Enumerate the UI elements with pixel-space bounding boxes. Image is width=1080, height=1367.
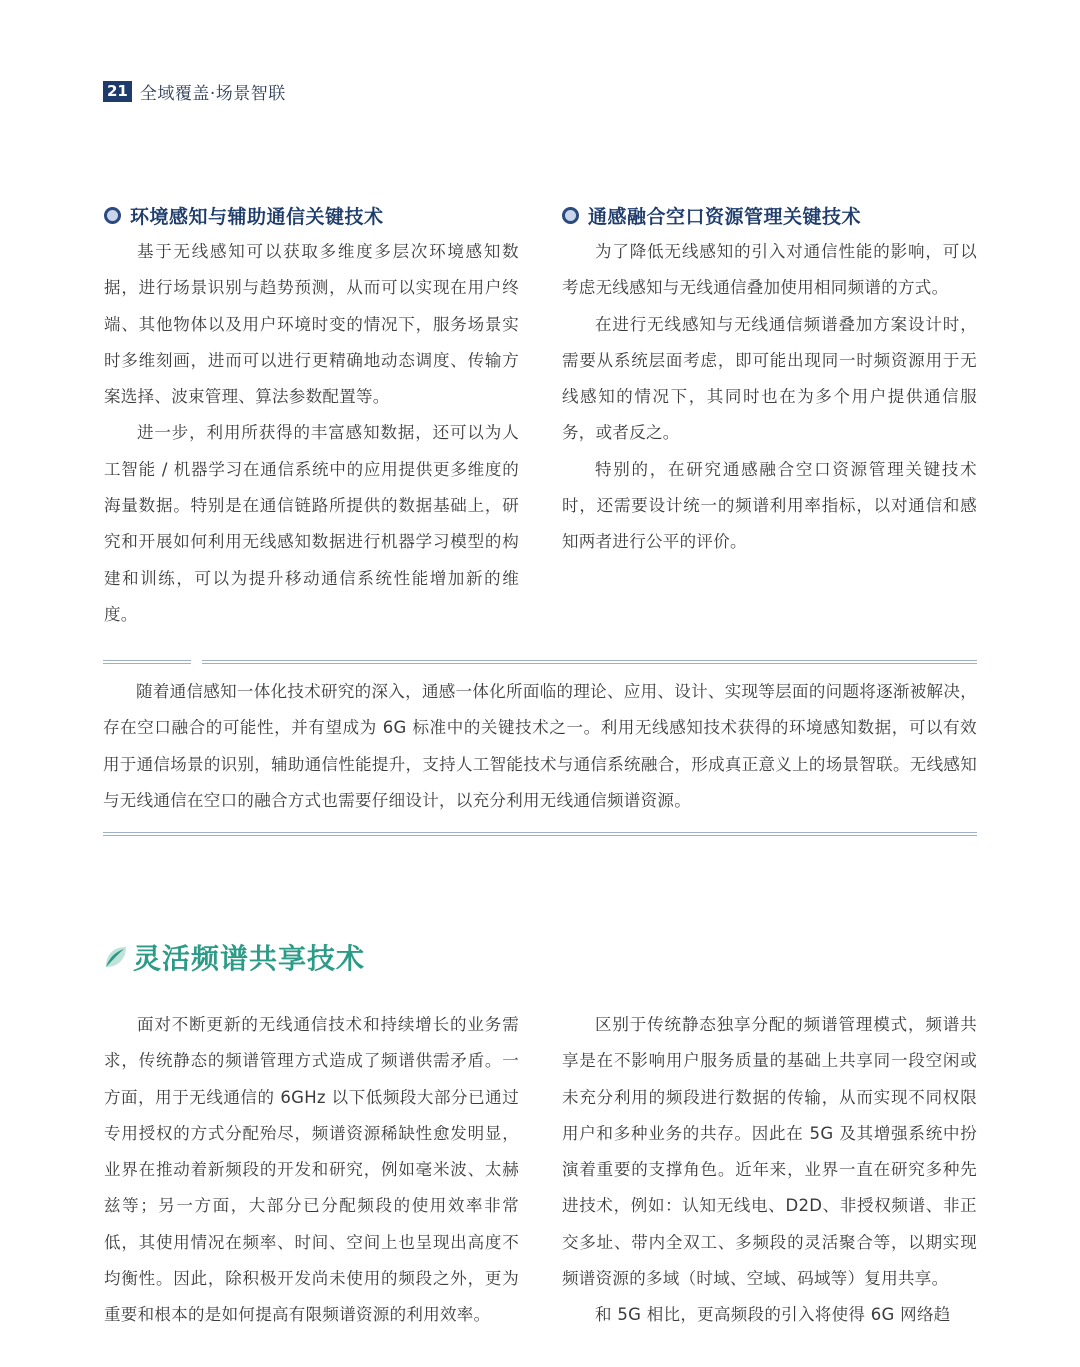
paragraph: 面对不断更新的无线通信技术和持续增长的业务需求，传统静态的频谱管理方式造成了频谱供需矛盾。一方面，用于无线通信的 6GHz 以下低频段大部分已通过专用授权的方式分配殆尽，频谱资源稀缺性愈发明显，业界在推动着新频段的开发和研究，例如毫米波、太赫兹等；另一方面，大部分已分配频段的使用效率非常低，其使用情况在频率、时间、空间上也呈现出高度不均衡性。因此，除积极开发尚未使用的频段之外，更为重要和根本的是如何提高有限频谱资源的利用效率。 xyxy=(104,1015,519,1325)
section-left-column xyxy=(104,1007,519,1334)
section-title: 灵活频谱共享技术 xyxy=(133,942,366,975)
paragraph: 区别于传统静态独享分配的频谱管理模式，频谱共享是在不影响用户服务质量的基础上共享同一段空闲或未充分利用的频段进行数据的传输，从而实现不同权限用户和多种业务的共存。因此在 5G 及其增强系统中扮演着重要的支撑角色。近年来，业界一直在研究多种先进技术，例如：认知无线电、D2D、非授权频谱、非正交多址、带内全双工、多频段的灵活聚合等，以期实现频谱资源的多域（时域、空域、码域等）复用共享。 xyxy=(562,1015,977,1289)
divider-top xyxy=(103,660,977,666)
circle-bullet-icon xyxy=(562,207,579,224)
section-right-column xyxy=(562,1007,977,1334)
left-column xyxy=(104,200,519,633)
paragraph: 和 5G 相比，更高频段的引入将使得 6G 网络趋 xyxy=(595,1305,951,1325)
right-subtitle: 通感融合空口资源管理关键技术 xyxy=(588,205,862,228)
page-header xyxy=(103,80,286,102)
divider-bottom xyxy=(103,832,977,836)
paragraph: 进一步，利用所获得的丰富感知数据，还可以为人工智能 / 机器学习在通信系统中的应用提供更多维度的海量数据。特别是在通信链路所提供的数据基础上，研究和开展如何利用无线感知数据进行机器学习模型的构建和训练，可以为提升移动通信系统性能增加新的维度。 xyxy=(104,423,519,624)
page-number: 21 xyxy=(103,81,132,102)
leaf-icon xyxy=(103,944,129,970)
left-subheading xyxy=(104,200,519,230)
right-subheading xyxy=(562,200,977,230)
section-heading xyxy=(103,935,365,979)
paragraph: 为了降低无线感知的引入对通信性能的影响，可以考虑无线感知与无线通信叠加使用相同频谱的方式。 xyxy=(562,242,977,298)
paragraph: 在进行无线感知与无线通信频谱叠加方案设计时，需要从系统层面考虑，即可能出现同一时频资源用于无线感知的情况下，其同时也在为多个用户提供通信服务，或者反之。 xyxy=(562,314,977,443)
summary-paragraph: 随着通信感知一体化技术研究的深入，通感一体化所面临的理论、应用、设计、实现等层面的问题将逐渐被解决，存在空口融合的可能性，并有望成为 6G 标准中的关键技术之一。利用无线感知技术获得的环境感知数据，可以有效用于通信场景的识别，辅助通信性能提升，支持人工智能技术与通信系统融合，形成真正意义上的场景智联。无线感知与无线通信在空口的融合方式也需要仔细设计，以充分利用无线通信频谱资源。 xyxy=(103,682,977,810)
paragraph: 基于无线感知可以获取多维度多层次环境感知数据，进行场景识别与趋势预测，从而可以实现在用户终端、其他物体以及用户环境时变的情况下，服务场景实时多维刻画，进而可以进行更精确地动态调度、传输方案选择、波束管理、算法参数配置等。 xyxy=(104,242,519,407)
paragraph: 特别的，在研究通感融合空口资源管理关键技术时，还需要设计统一的频谱利用率指标，以对通信和感知两者进行公平的评价。 xyxy=(562,459,977,552)
running-title: 全域覆盖·场景智联 xyxy=(139,83,286,104)
left-subtitle: 环境感知与辅助通信关键技术 xyxy=(130,205,384,228)
circle-bullet-icon xyxy=(104,207,121,224)
right-column xyxy=(562,200,977,561)
summary-box xyxy=(103,674,977,819)
